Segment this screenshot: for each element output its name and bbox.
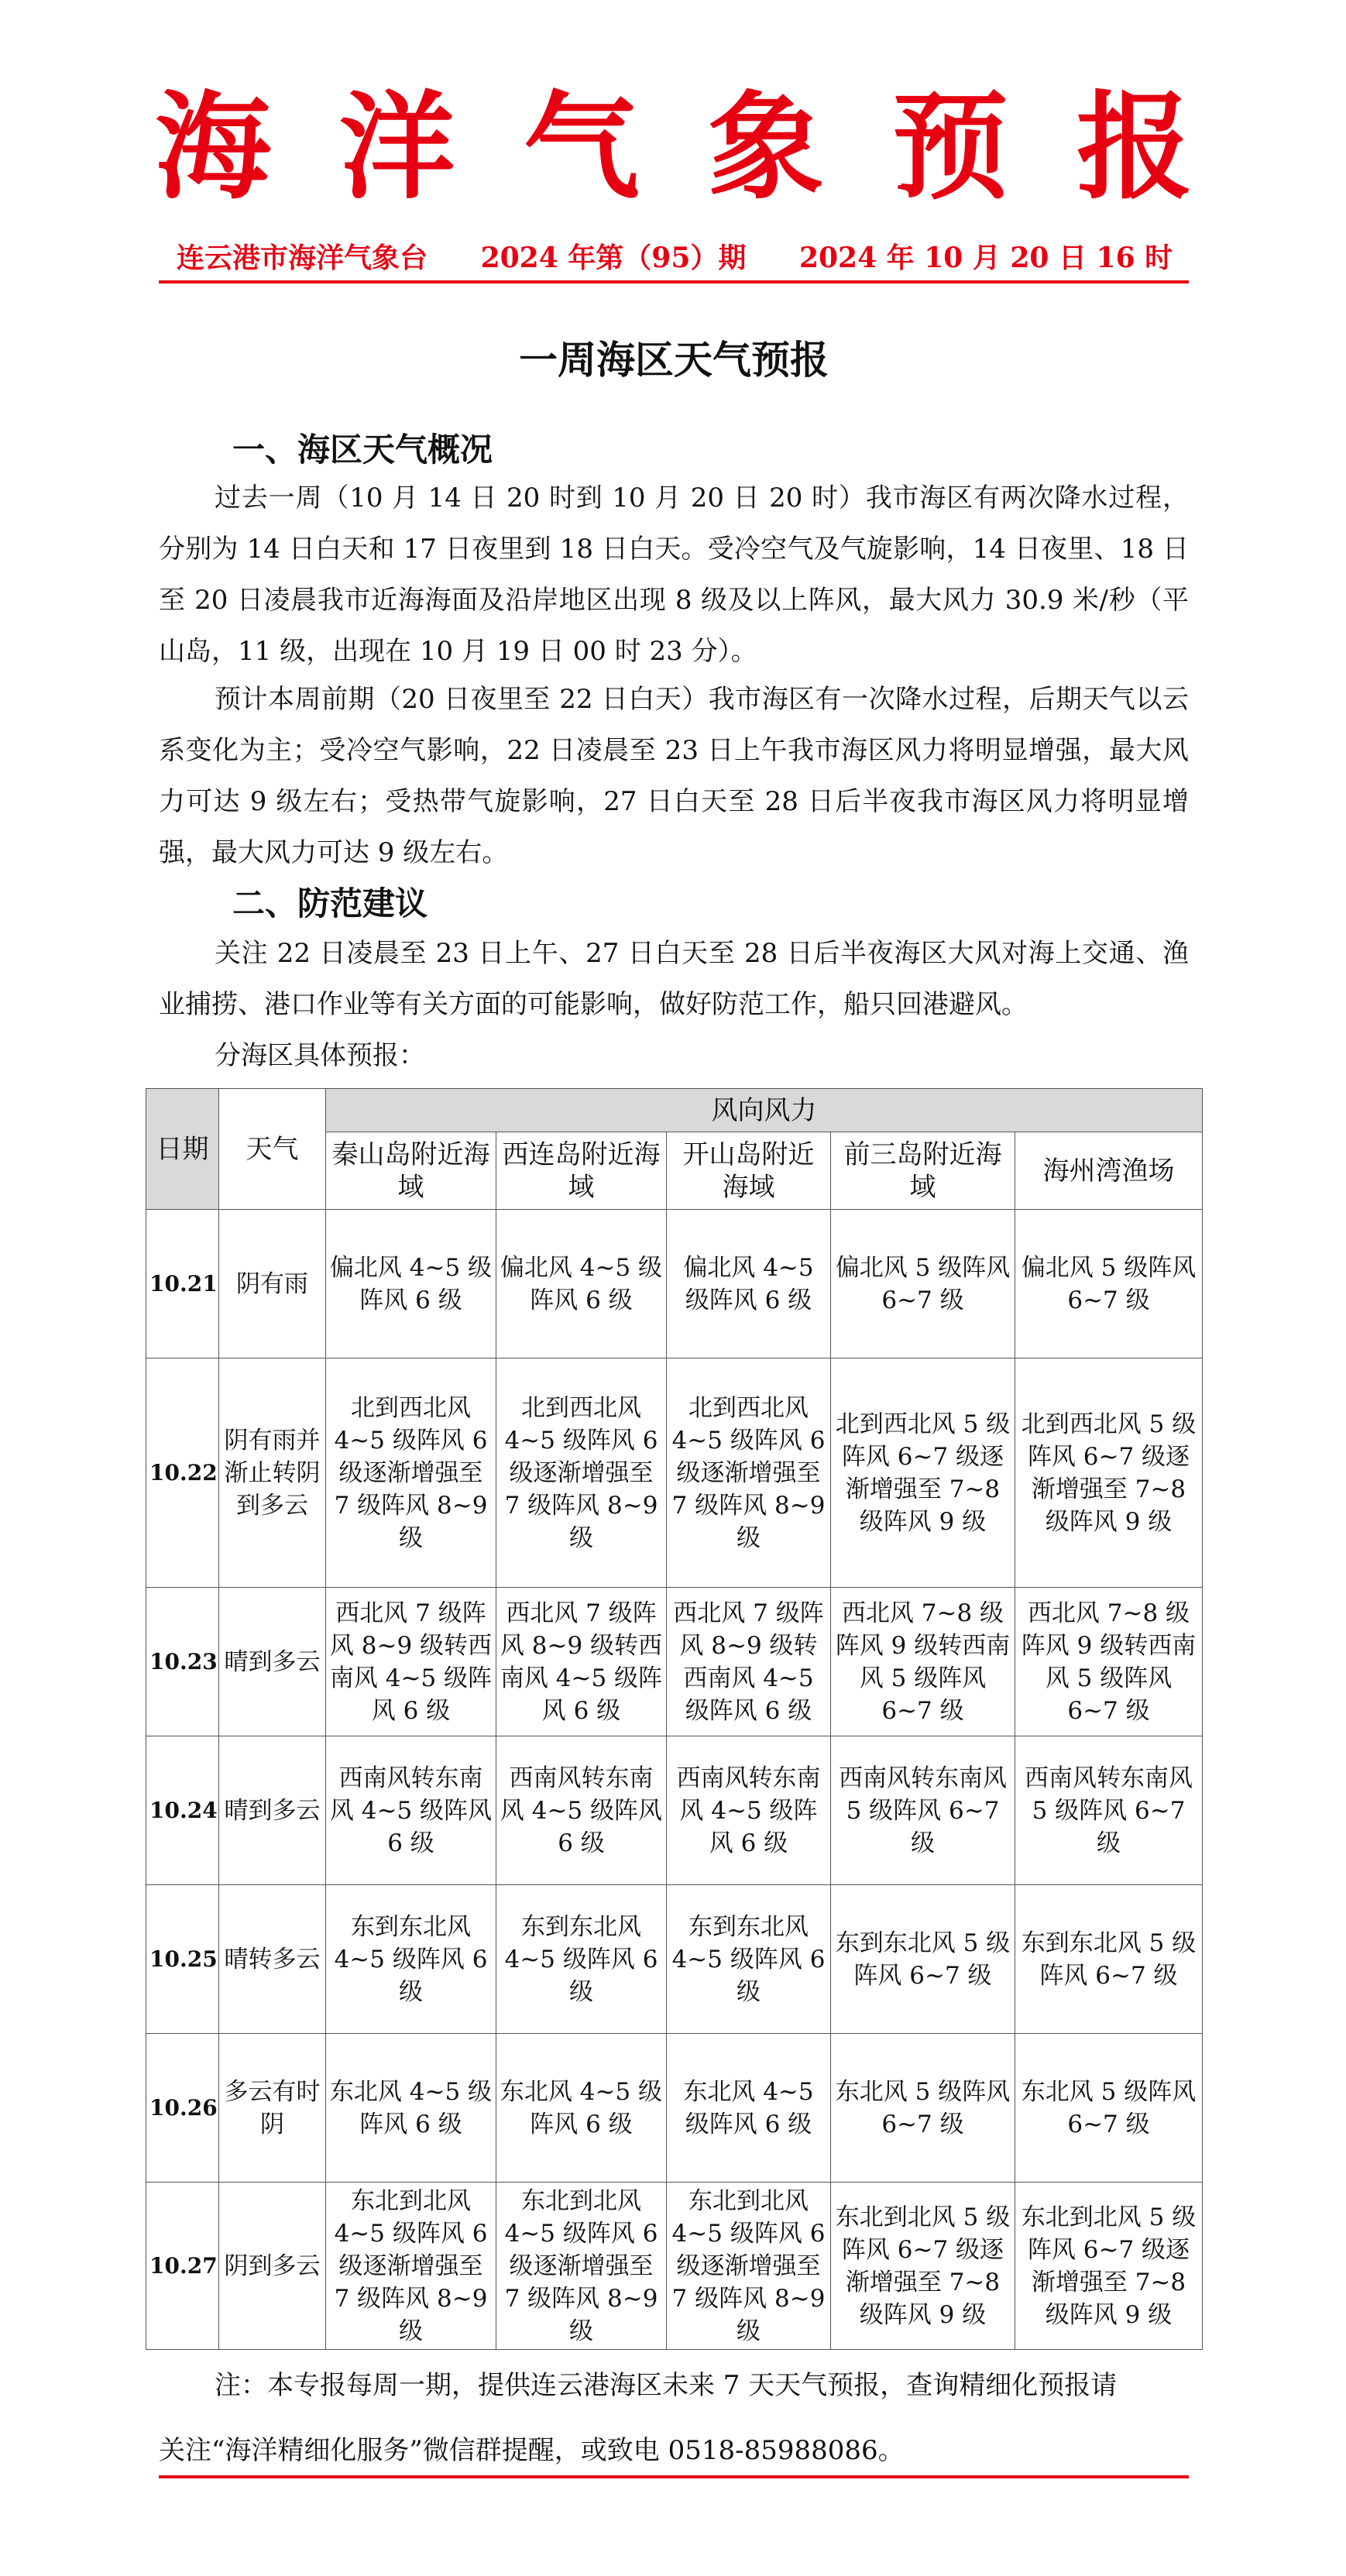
row-wind: 西南风转东南风 4~5 级阵风 6 级 — [326, 1736, 496, 1885]
footer-divider — [159, 2475, 1189, 2478]
row-wind: 东到东北风 5 级阵风 6~7 级 — [831, 1885, 1015, 2034]
row-date: 10.24 — [146, 1736, 219, 1885]
row-wind: 东到东北风 4~5 级阵风 6 级 — [496, 1885, 667, 2034]
footer-note-line2: 关注“海洋精细化服务”微信群提醒，或致电 0518-85988086。 — [159, 2435, 905, 2466]
header-wind-group: 风向风力 — [326, 1089, 1203, 1132]
row-wind: 北到西北风 4~5 级阵风 6 级逐渐增强至 7 级阵风 8~9 级 — [667, 1358, 831, 1588]
row-wind: 西北风 7 级阵风 8~9 级转西南风 4~5 级阵风 6 级 — [667, 1588, 831, 1736]
row-wind: 东北到北风 4~5 级阵风 6 级逐渐增强至 7 级阵风 8~9 级 — [496, 2183, 667, 2350]
header-area: 海州湾渔场 — [1015, 1132, 1203, 1210]
row-wind: 偏北风 4~5 级阵风 6 级 — [326, 1210, 496, 1358]
table-row — [146, 1588, 1203, 1736]
overview-paragraph-forecast: 预计本周前期（20 日夜里至 22 日白天）我市海区有一次降水过程，后期天气以云系变化为主；受冷空气影响，22 日凌晨至 23 日上午我市海区风力将明显增强，最大风力可达 9 级左右；受热带气旋影响，27 日白天至 28 日后半夜我市海区风力将明显增强，最大风力可达 9 级左右。 — [159, 684, 1189, 868]
header-area: 前三岛附近海域 — [831, 1132, 1015, 1210]
row-weather: 阴有雨 — [219, 1210, 326, 1358]
issue-number: 2024 年第（95）期 — [480, 242, 747, 274]
row-weather: 晴到多云 — [219, 1736, 326, 1885]
table-row — [146, 1736, 1203, 1885]
row-weather: 多云有时阴 — [219, 2034, 326, 2183]
footer-note-line1: 注：本专报每周一期，提供连云港海区未来 7 天天气预报，查询精细化预报请 — [215, 2370, 1118, 2401]
row-wind: 东到东北风 4~5 级阵风 6 级 — [667, 1885, 831, 2034]
issue-date: 2024 年 10 月 20 日 16 时 — [798, 242, 1173, 274]
row-wind: 东北到北风 5 级阵风 6~7 级逐渐增强至 7~8 级阵风 9 级 — [1015, 2183, 1203, 2350]
row-wind: 东北到北风 4~5 级阵风 6 级逐渐增强至 7 级阵风 8~9 级 — [667, 2183, 831, 2350]
row-wind: 北到西北风 5 级阵风 6~7 级逐渐增强至 7~8 级阵风 9 级 — [1015, 1358, 1203, 1588]
title-char: 海 — [155, 79, 272, 215]
header-area: 西连岛附近海域 — [496, 1132, 667, 1210]
section-heading-advice: 二、防范建议 — [232, 884, 428, 922]
row-wind: 东北风 4~5 级阵风 6 级 — [496, 2034, 667, 2183]
row-wind: 东北风 5 级阵风 6~7 级 — [831, 2034, 1015, 2183]
table-row — [146, 2034, 1203, 2183]
row-wind: 东到东北风 5 级阵风 6~7 级 — [1015, 1885, 1203, 2034]
title-char: 报 — [1076, 79, 1193, 215]
table-row — [146, 1210, 1203, 1358]
row-wind: 偏北风 5 级阵风 6~7 级 — [831, 1210, 1015, 1358]
table-intro: 分海区具体预报： — [215, 1040, 425, 1071]
title-char: 象 — [707, 79, 824, 215]
overview-paragraph-past: 过去一周（10 月 14 日 20 时到 10 月 20 日 20 时）我市海区有两次降水过程，分别为 14 日白天和 17 日夜里到 18 日白天。受冷空气及气旋影响，14 日夜里、18 日至 20 日凌晨我市近海海面及沿岸地区出现 8 级及以上阵风，最大风力 30.9 米/秒（平山岛，11 级，出现在 10 月 19 日 00 时 23 分）。 — [159, 483, 1189, 667]
row-date: 10.25 — [146, 1885, 219, 2034]
row-wind: 偏北风 5 级阵风 6~7 级 — [1015, 1210, 1203, 1358]
row-wind: 西南风转东南风 4~5 级阵风 6 级 — [496, 1736, 667, 1885]
row-date: 10.21 — [146, 1210, 219, 1358]
row-wind: 东到东北风 4~5 级阵风 6 级 — [326, 1885, 496, 2034]
row-wind: 偏北风 4~5 级阵风 6 级 — [496, 1210, 667, 1358]
title-char: 预 — [891, 79, 1008, 215]
row-weather: 阴到多云 — [219, 2183, 326, 2350]
main-title — [155, 79, 1193, 215]
advice-paragraph: 关注 22 日凌晨至 23 日上午、27 日白天至 28 日后半夜海区大风对海上交通、渔业捕捞、港口作业等有关方面的可能影响，做好防范工作，船只回港避风。 — [159, 938, 1189, 1020]
row-wind: 偏北风 4~5 级阵风 6 级 — [667, 1210, 831, 1358]
row-wind: 北到西北风 4~5 级阵风 6 级逐渐增强至 7 级阵风 8~9 级 — [496, 1358, 667, 1588]
row-date: 10.23 — [146, 1588, 219, 1736]
table-row — [146, 1358, 1203, 1588]
row-wind: 东北风 5 级阵风 6~7 级 — [1015, 2034, 1203, 2183]
row-wind: 西南风转东南风 4~5 级阵风 6 级 — [667, 1736, 831, 1885]
document-title: 一周海区天气预报 — [519, 337, 829, 383]
header-date: 日期 — [146, 1089, 219, 1210]
header-area: 秦山岛附近海域 — [326, 1132, 496, 1210]
header-divider — [159, 280, 1189, 283]
issue-line — [155, 236, 1193, 276]
row-weather: 晴到多云 — [219, 1588, 326, 1736]
row-wind: 西北风 7 级阵风 8~9 级转西南风 4~5 级阵风 6 级 — [496, 1588, 667, 1736]
table-row — [146, 2183, 1203, 2350]
row-wind: 西南风转东南风 5 级阵风 6~7 级 — [1015, 1736, 1203, 1885]
title-char: 气 — [523, 79, 640, 215]
row-weather: 晴转多云 — [219, 1885, 326, 2034]
row-wind: 西北风 7~8 级阵风 9 级转西南风 5 级阵风 6~7 级 — [831, 1588, 1015, 1736]
row-wind: 北到西北风 5 级阵风 6~7 级逐渐增强至 7~8 级阵风 9 级 — [831, 1358, 1015, 1588]
header-weather: 天气 — [219, 1089, 326, 1210]
section-heading-overview: 一、海区天气概况 — [232, 431, 493, 469]
row-wind: 东北风 4~5 级阵风 6 级 — [667, 2034, 831, 2183]
row-weather: 阴有雨并渐止转阴到多云 — [219, 1358, 326, 1588]
row-date: 10.22 — [146, 1358, 219, 1588]
row-wind: 东北到北风 5 级阵风 6~7 级逐渐增强至 7~8 级阵风 9 级 — [831, 2183, 1015, 2350]
agency-name: 连云港市海洋气象台 — [177, 242, 428, 274]
row-wind: 西北风 7~8 级阵风 9 级转西南风 5 级阵风 6~7 级 — [1015, 1588, 1203, 1736]
row-date: 10.26 — [146, 2034, 219, 2183]
row-wind: 西南风转东南风 5 级阵风 6~7 级 — [831, 1736, 1015, 1885]
table-row — [146, 1885, 1203, 2034]
title-char: 洋 — [338, 79, 455, 215]
row-wind: 东北到北风 4~5 级阵风 6 级逐渐增强至 7 级阵风 8~9 级 — [326, 2183, 496, 2350]
row-wind: 西北风 7 级阵风 8~9 级转西南风 4~5 级阵风 6 级 — [326, 1588, 496, 1736]
header-area: 开山岛附近海域 — [667, 1132, 831, 1210]
row-wind: 北到西北风 4~5 级阵风 6 级逐渐增强至 7 级阵风 8~9 级 — [326, 1358, 496, 1588]
forecast-table — [146, 1088, 1203, 2350]
row-wind: 东北风 4~5 级阵风 6 级 — [326, 2034, 496, 2183]
row-date: 10.27 — [146, 2183, 219, 2350]
